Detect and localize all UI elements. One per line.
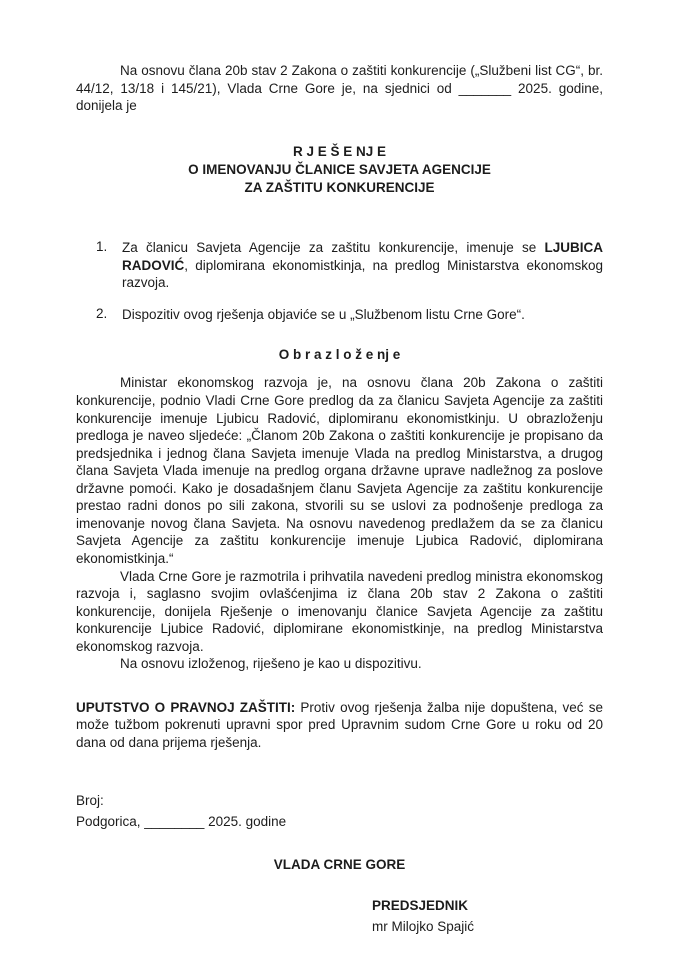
place-date-line: Podgorica, ________ 2025. godine [76, 814, 287, 830]
government-title: VLADA CRNE GORE [273, 857, 406, 873]
number-label: Broj: [76, 793, 104, 809]
item1-appointee-name: LJUBICA RADOVIĆ [122, 240, 603, 273]
body-paragraph: Na osnovu izloženog, riješeno je kao u dispozitivu. [120, 656, 422, 672]
intro-paragraph: Na osnovu člana 20b stav 2 Zakona o zaštiti konkurencije („Službeni list CG“, br. 44/12, 13/18 i 145/21), Vlada Crne Gore je, na sjednici od _______ 2025. godine, donijela je [76, 63, 603, 114]
item-number: 1. [96, 239, 108, 255]
title-line-1: R J E Š E NJ E [292, 143, 387, 159]
explanation-heading: O b r a z l o ž e nj e [278, 347, 401, 363]
item-text: Dispozitiv ovog rješenja objaviće se u „Službenom listu Crne Gore“. [122, 306, 525, 322]
body-paragraph: Ministar ekonomskog razvoja je, na osnovu člana 20b Zakona o zaštiti konkurencije, podnio Vladi Crne Gore predlog da za članicu Savjeta Agencije za zaštiti konkurencije imenuje Ljubicu Radović, diplomiranu ekonomistkinju. U obrazloženju predloga je naveo sljedeće: „Članom 20b Zakona o zaštiti konkurencije je propisano da predsjednika i jednog člana Savjeta imenuje Vlada na predlog Ministarstva, a drugog člana Savjeta Vlada imenuje na predlog organa državne uprave nadležnog za poslove državne pomoći. Kako je dosadašnjem članu Savjeta Agencije za zaštitu konkurencije prestao radni donos po sili zakona, stvorili su se uslovi za podnošenje predloga za imenovanje novog člana Savjeta. Na osnovu navedenog predlažem da se za članicu Savjeta Agencije za zaštitu konkurencije imenuje Ljubica Radović, diplomirana ekonomistkinja.“ [76, 375, 603, 566]
signer-name: mr Milojko Spajić [372, 919, 475, 935]
list-item [96, 306, 603, 324]
title-line-2: O IMENOVANJU ČLANICE SAVJETA AGENCIJE [188, 161, 491, 177]
legal-remedy-text: Protiv ovog rješenja žalba nije dopuštena, već se može tužbom pokrenuti upravni spor pred Upravnim sudom Crne Gore u roku od 20 dana od dana prijema rješenja. [76, 699, 603, 750]
signature-block [372, 896, 603, 938]
list-item [96, 239, 603, 292]
item-number: 2. [96, 305, 108, 321]
item1-text-post: , diplomirana ekonomistkinja, na predlog Ministarstva ekonomskog razvoja. [122, 257, 603, 291]
body-paragraph: Vlada Crne Gore je razmotrila i prihvatila navedeni predlog ministra ekonomskog razvoja i, saglasno svojim ovlašćenjima iz člana 20b stav 2 Zakona o zaštiti konkurencije, donijela Rješenje o imenovanju članice Savjeta Agencije za zaštitu konkurencije Ljubice Radović, diplomirane ekonomistkinje, na predlog Ministarstva ekonomskog razvoja. [76, 568, 603, 654]
item1-text-pre: Za članicu Savjeta Agencije za zaštitu konkurencije, imenuje se [122, 240, 537, 256]
signer-title: PREDSJEDNIK [372, 898, 469, 914]
title-line-3: ZA ZAŠTITU KONKURENCIJE [244, 180, 435, 196]
decision-items [76, 239, 603, 323]
reference-block [76, 791, 603, 833]
decision-title [76, 143, 603, 198]
legal-remedy-label: UPUTSTVO O PRAVNOJ ZAŠTITI: [76, 699, 296, 715]
legal-remedy-paragraph [76, 699, 603, 752]
item-text [122, 239, 603, 292]
